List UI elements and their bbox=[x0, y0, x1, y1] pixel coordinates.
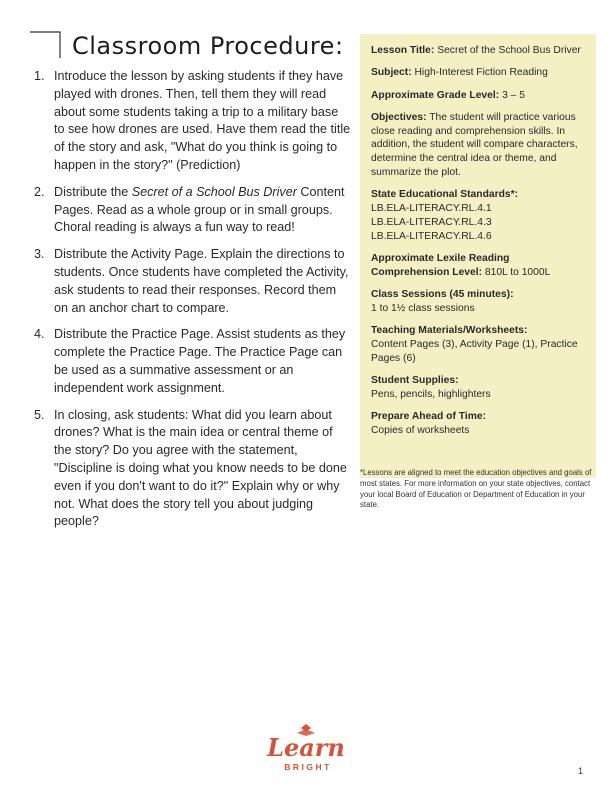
objectives-field bbox=[371, 111, 585, 180]
field-value: 810L to 1000L bbox=[484, 266, 551, 278]
procedure-step-4 bbox=[34, 326, 352, 397]
field-label: Approximate Grade Level: bbox=[371, 89, 500, 101]
step-text: Distribute the Activity Page. Explain the directions to students. Once students have completed the Activity, ask students to read their responses. Record them on an anchor chart to compare. bbox=[54, 247, 349, 315]
procedure-step-5 bbox=[34, 407, 352, 532]
procedure-step-2 bbox=[34, 184, 352, 237]
field-label: Approximate Lexile Reading Comprehension Level: bbox=[371, 253, 510, 278]
step-number: 1. bbox=[34, 69, 45, 83]
corner-bracket-decoration bbox=[30, 26, 62, 58]
step-text-intro: Distribute the bbox=[54, 184, 132, 199]
field-value: Secret of the School Bus Driver bbox=[437, 45, 581, 56]
procedure-step-1 bbox=[34, 68, 352, 175]
field-value: Pens, pencils, highlighters bbox=[371, 388, 491, 400]
field-label: Lesson Title: bbox=[371, 45, 435, 56]
procedure-list bbox=[34, 68, 352, 540]
procedure-step-3 bbox=[34, 246, 352, 317]
step-text: Distribute the Practice Page. Assist students as they complete the Practice Page. The Practice Page can be used as a summative assessment or an independent work assignment. bbox=[54, 327, 346, 395]
field-value: High-Interest Fiction Reading bbox=[414, 67, 548, 79]
field-value: Copies of worksheets bbox=[371, 425, 470, 437]
lexile-field bbox=[371, 252, 585, 280]
learn-bright-logo bbox=[252, 724, 360, 776]
page-title: Classroom Procedure: bbox=[72, 32, 344, 60]
standards-field bbox=[371, 188, 585, 243]
page-number: 1 bbox=[578, 766, 584, 776]
step-number: 4. bbox=[34, 327, 45, 342]
prepare-field bbox=[371, 410, 585, 438]
field-label: Teaching Materials/Worksheets: bbox=[371, 325, 528, 337]
field-label: Prepare Ahead of Time: bbox=[371, 411, 487, 423]
step-number: 5. bbox=[34, 407, 45, 422]
step-number: 3. bbox=[34, 247, 45, 262]
materials-field bbox=[371, 324, 585, 365]
step-text bbox=[54, 184, 352, 237]
field-label: State Educational Standards*: bbox=[371, 189, 519, 201]
logo-subword: BRIGHT bbox=[284, 762, 332, 772]
field-value: The student will practice various close reading and comprehension skills. In addition, the student will compare characters, determine the central idea or theme, and summarize the plot. bbox=[371, 111, 578, 179]
lesson-title-field bbox=[371, 44, 585, 58]
grade-level-field bbox=[371, 89, 585, 103]
field-label: Subject: bbox=[371, 67, 412, 79]
step-text: In closing, ask students: What did you learn about drones? What is the main idea or central theme of the story? Do you agree with the statement, "Discipline is doing what you know needs to be done even if you don't want to do it?" Explain why or why not. What does the story tell you about judging people? bbox=[54, 407, 347, 529]
lesson-info-sidebar bbox=[360, 34, 596, 478]
field-value: 1 to 1½ class sessions bbox=[371, 302, 475, 314]
field-value: Content Pages (3), Activity Page (1), Practice Pages (6) bbox=[371, 339, 578, 364]
step-text-rest: Content Pages. Read as a whole group or in small groups. Choral reading is always a fun way to read! bbox=[54, 184, 345, 235]
field-label: Class Sessions (45 minutes): bbox=[371, 289, 514, 301]
standard-item: LB.ELA-LITERACY.RL.4.3 bbox=[371, 216, 492, 228]
standards-footnote: *Lessons are aligned to meet the education objectives and goals of most states. For more information on your state objectives, contact your local Board of Education or Department of Education in your state. bbox=[360, 468, 592, 510]
class-sessions-field bbox=[371, 288, 585, 316]
step-number: 2. bbox=[34, 184, 45, 199]
step-text: Introduce the lesson by asking students if they have played with drones. Then, tell them they will read about some students taking a trip to a military base to see how drones are used. Have them read the title of the story and ask, "What do you think is going to happen in the story?" (Prediction) bbox=[54, 69, 351, 172]
standard-item: LB.ELA-LITERACY.RL.4.6 bbox=[371, 230, 492, 242]
supplies-field bbox=[371, 374, 585, 402]
logo-wordmark: Learn bbox=[267, 733, 345, 762]
story-title: Secret of a School Bus Driver bbox=[131, 184, 297, 199]
field-label: Objectives: bbox=[371, 111, 427, 123]
subject-field bbox=[371, 66, 585, 80]
field-label: Student Supplies: bbox=[371, 375, 459, 387]
standard-item: LB.ELA-LITERACY.RL.4.1 bbox=[371, 203, 492, 215]
field-value: 3 – 5 bbox=[502, 89, 525, 101]
